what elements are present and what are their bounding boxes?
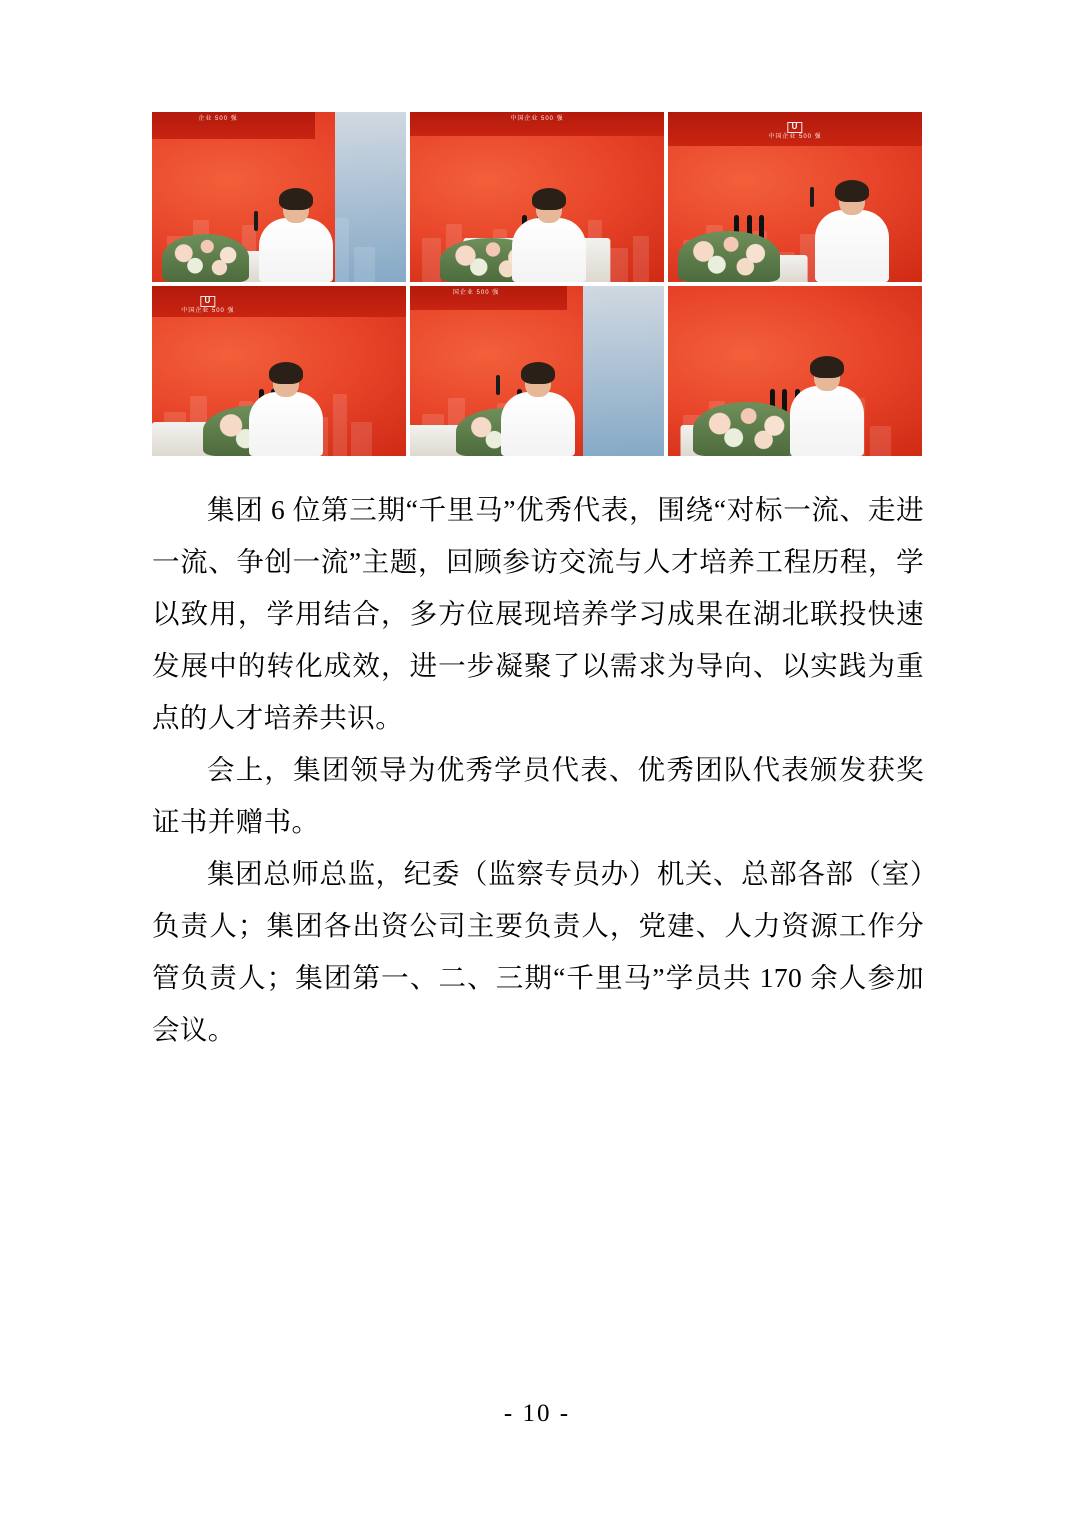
photo-4	[152, 286, 406, 456]
photo-logo-text: 中国企业 500 强	[181, 307, 235, 314]
speaker-body	[501, 392, 575, 456]
photo-logo	[453, 290, 499, 297]
speaker-body	[790, 386, 864, 456]
photo-6	[668, 286, 922, 456]
photo-logo	[181, 290, 234, 314]
flower-arrangement	[162, 234, 248, 282]
photo-logo-text: 国企业 500 强	[452, 290, 500, 296]
speaker-hair	[835, 180, 869, 202]
speaker-figure	[259, 193, 333, 282]
speaker-figure	[790, 361, 864, 456]
speaker-head	[839, 185, 865, 215]
speaker-head	[273, 367, 299, 397]
speaker-head	[536, 193, 562, 223]
speaker-body	[259, 218, 333, 282]
speaker-body	[512, 218, 586, 282]
body-paragraph-1: 集团 6 位第三期“千里马”优秀代表，围绕“对标一流、走进一流、争创一流”主题，回顾参访交流与人才培养工程历程，学以致用，学用结合，多方位展现培养学习成果在湖北联投快速发展中的转化成效，进一步凝聚了以需求为导向、以实践为重点的人才培养共识。	[152, 494, 924, 733]
body-paragraph-2: 会上，集团领导为优秀学员代表、优秀团队代表颁发获奖证书并赠书。	[152, 754, 924, 837]
speaker-hair	[532, 188, 566, 210]
speaker-head	[814, 361, 840, 391]
speaker-hair	[269, 362, 303, 384]
speaker-body	[815, 210, 889, 282]
speaker-hair	[279, 188, 313, 210]
photo-logo	[198, 116, 237, 123]
speaker-head	[525, 367, 551, 397]
page-number: - 10 -	[503, 1400, 571, 1427]
photo-logo	[510, 116, 563, 123]
photo-logo	[768, 116, 821, 140]
photo-3	[668, 112, 922, 282]
body-paragraph-3: 集团总师总监，纪委（监察专员办）机关、总部各部（室）负责人；集团各出资公司主要负责人，党建、人力资源工作分管负责人；集团第一、二、三期“千里马”学员共 170 余人参加会议。	[152, 858, 924, 1045]
company-logo-icon: U	[200, 296, 215, 307]
microphone-icon	[496, 375, 500, 395]
speaker-body	[249, 392, 323, 456]
flower-arrangement	[693, 402, 800, 456]
speaker-figure	[249, 367, 323, 456]
speaker-hair	[521, 362, 555, 384]
speaker-head	[283, 193, 309, 223]
flower-arrangement	[678, 231, 780, 282]
photo-2	[410, 112, 664, 282]
photo-logo-text: 企业 500 强	[198, 116, 238, 122]
photo-logo-text: 中国企业 500 强	[768, 133, 822, 140]
photo-1	[152, 112, 406, 282]
speaker-figure	[512, 193, 586, 282]
photo-grid	[152, 112, 924, 456]
microphone-icon	[810, 187, 814, 207]
speaker-figure	[815, 185, 889, 282]
company-logo-icon: U	[788, 122, 803, 133]
page-content	[152, 112, 924, 1056]
photo-5	[410, 286, 664, 456]
speaker-hair	[810, 356, 844, 378]
photo-logo-text: 中国企业 500 强	[510, 116, 564, 122]
microphone-icon	[254, 211, 258, 231]
speaker-figure	[501, 367, 575, 456]
